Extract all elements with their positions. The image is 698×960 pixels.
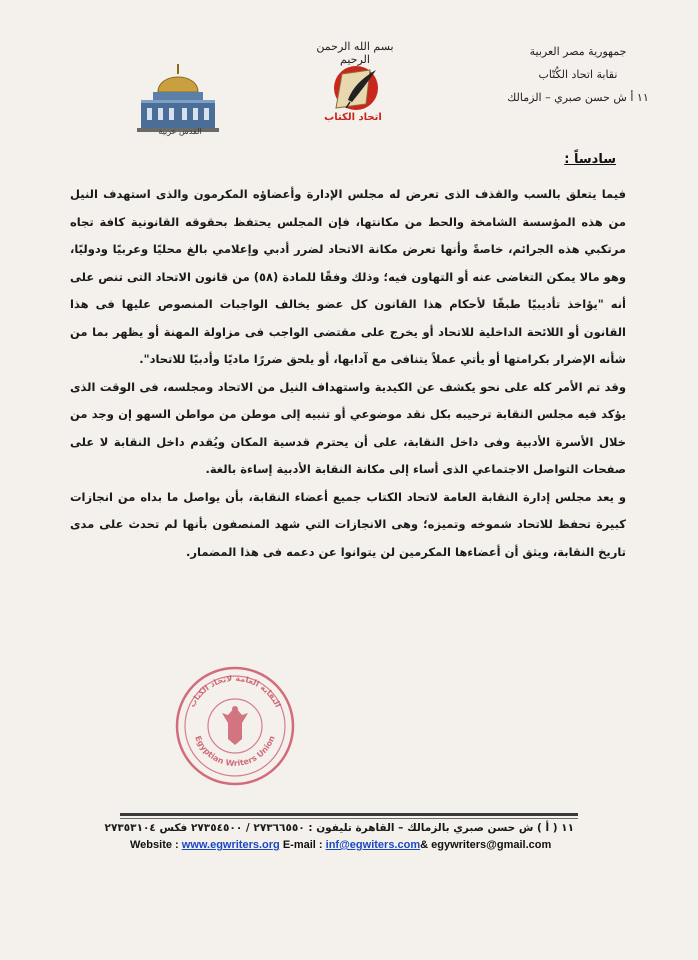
stamp-arabic-text: النقابة العامة لاتحاد الكتاب <box>187 673 283 709</box>
footer-address: ١١ ( أ ) ش حسن صبري بالزمالك – القاهرة تليفون : ٢٧٣٦٦٥٥٠ / ٢٧٣٥٤٥٠٠ فكس ٢٧٣٥٣١٠٤ <box>104 822 574 834</box>
org-line-address: ١١ أ ش حسن صبري – الزمالك <box>507 91 649 104</box>
website-label: Website : <box>130 839 179 851</box>
email-label: E-mail : <box>282 839 323 851</box>
stamp-english-text: Egyptian Writers Union <box>193 734 277 769</box>
website-link[interactable]: www.egwriters.org <box>181 839 280 851</box>
org-line-union: نقابة اتحاد الكُتّاب <box>538 68 618 81</box>
paragraph: وقد تم الأمر كله على نحو يكشف عن الكيدية واستهداف النيل من الاتحاد ومجلسه، فى الوقت الذى يؤكد فيه مجلس النقابة ترحيبه بكل نقد موضوعي أو تنبيه إلى موطن من مواطن السهو إن وجد من خلال الأسرة الأدبية وفى داخل النقابة، على أن يحترم قدسية المكان ويُقدم داخل النقابة لا على صفحات التواصل الاجتماعي الذى أساء إلى مكانة النقابة الأدبية إساءة بالغة. <box>70 379 626 476</box>
official-stamp <box>172 663 298 789</box>
basmala: بسم الله الرحمن الرحيم <box>316 40 394 66</box>
writers-union-logo <box>318 60 388 126</box>
footer-divider <box>120 813 578 816</box>
footer-contacts <box>130 839 570 851</box>
logo-text: اتحاد الكتاب <box>324 112 382 123</box>
eagle-emblem-icon <box>222 706 248 745</box>
section-heading: سادساً : <box>564 152 616 167</box>
email-secondary: & egywriters@gmail.com <box>420 839 552 851</box>
letter-body <box>70 181 626 566</box>
org-header <box>498 40 658 109</box>
dome-caption: القدس عربية <box>158 127 202 136</box>
org-line-country: جمهورية مصر العربية <box>529 45 627 58</box>
email-link[interactable]: inf@egwiters.com <box>325 839 421 851</box>
footer-divider-thin <box>120 818 578 819</box>
paragraph: فيما يتعلق بالسب والقذف الذى تعرض له مجلس الإدارة وأعضاؤه المكرمون والذى استهدف النيل من هذه المؤسسة الشامخة والحط من مكانتها، فإن المجلس يحتفظ بحقوقه القانونية كافة تجاه مرتكبي هذه الجرائم، خاصةً وأنها تعرض مكانة الاتحاد لضرر أدبي وإعلامي بالغ محليًا وعربيًا ودوليًا، وهو مالا يمكن التغاضى عنه أو التهاون فيه؛ وذلك وفقًا للمادة (٥٨) من قانون الاتحاد التى تنص على أنه "يؤاخذ تأديبيًا طبقًا لأحكام هذا القانون كل عضو يخالف الواجبات المنصوص عليها فى هذا القانون أو اللائحة الداخلية للاتحاد أو يخرج على مقتضى الواجب فى مزاولة المهنة أو يظهر بما من شأنه الإضرار بكرامتها أو يأتي عملاً يتنافى مع آدابها، أو يلحق ضررًا ماديًا وأدبيًا للاتحاد". <box>70 187 626 366</box>
paragraph: و يعد مجلس إدارة النقابة العامة لاتحاد الكتاب جميع أعضاء النقابة، بأن يواصل ما بداه من انجازات كبيرة تحفظ للاتحاد شموخه وتميزه؛ وهى الانجازات التي شهد المنصفون بأنها لم تحدث على مدى تاريخ النقابة، ويثق أن أعضاءها المكرمين لن يتوانوا عن دعمه فى هذا المضمار. <box>70 489 626 559</box>
